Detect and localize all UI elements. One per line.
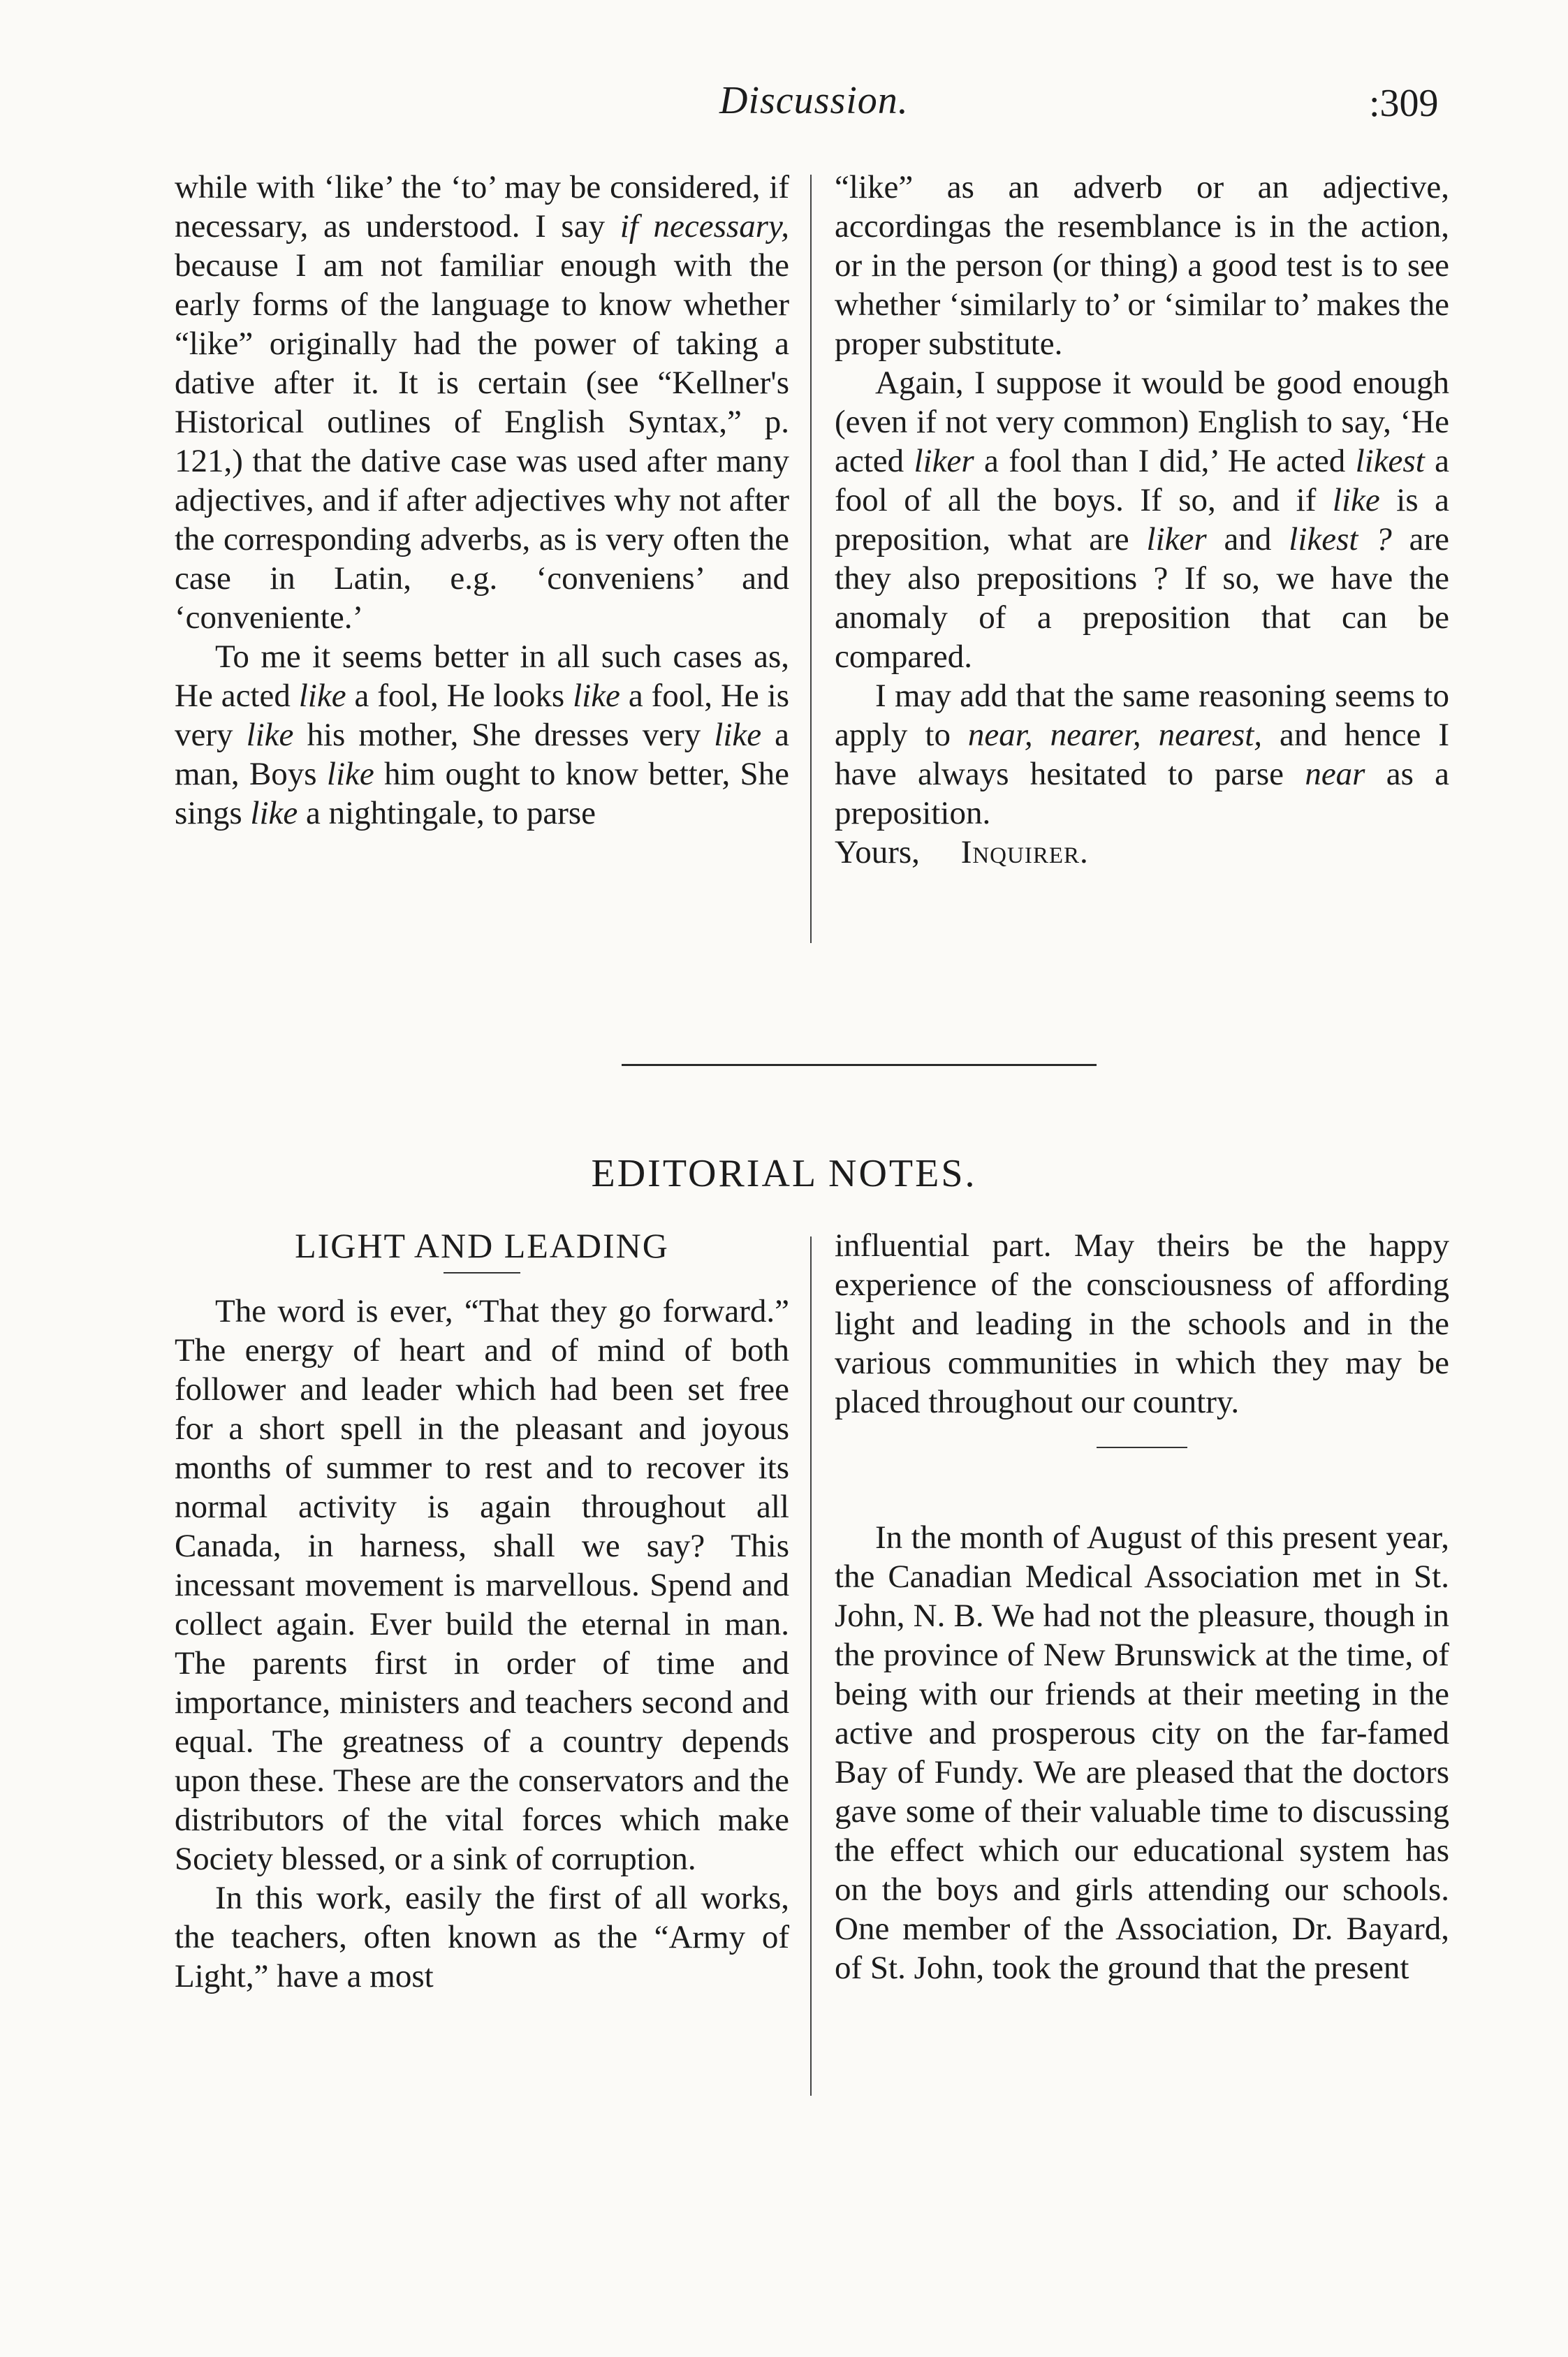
running-title: Discussion. <box>719 79 909 122</box>
editorial-right-column <box>835 1226 1449 1987</box>
emphasis: near <box>1305 756 1365 792</box>
text-run: I may add that the same reasoning seems to apply to <box>835 678 1449 753</box>
item-separator-rule <box>1097 1447 1187 1448</box>
text-run: while with ‘like’ the ‘to’ may be considered, if necessary, as understood. I say <box>175 169 789 245</box>
emphasis: if necessary, <box>620 208 789 245</box>
editorial-paragraph: influential part. May theirs be the happy experience of the consciousness of affording light and leading in the schools and in the various communities in which they may be placed throughout our country. <box>835 1227 1449 1420</box>
editorial-paragraph: The word is ever, “That they go forward.” The energy of heart and of mind of both follower and leader which had been set free for a short spell in the pleasant and joyous months of summer to rest and to recover its normal activity is again throughout all Canada, in harness, shall we say? This incessant movement is marvellous. Spend and collect again. Ever build the eternal in man. The parents first in order of time and importance, ministers and teachers second and equal. The greatness of a country depends upon these. These are the conservators and the distributors of the vital forces which make Society blessed, or a sink of corruption. <box>175 1293 789 1877</box>
emphasis: likest <box>1355 443 1425 479</box>
text-run: and hence I have always hesitated to parse <box>835 717 1450 792</box>
emphasis: like <box>298 678 346 714</box>
text-run: are they also prepositions ? If so, we have the anomaly of a preposition that can be compared. <box>835 521 1450 675</box>
letter-right-column <box>835 168 1449 872</box>
text-run: Again, I suppose it would be good enough (even if not very common) English to say, ‘He acted <box>835 365 1449 479</box>
text-run: a fool, He is very <box>175 678 789 753</box>
page-number: :309 <box>1369 82 1439 125</box>
signature-name: Inquirer. <box>960 834 1089 870</box>
article-heading: LIGHT AND LEADING <box>295 1226 669 1265</box>
text-run: To me it seems better in all such cases as, He acted <box>175 638 789 714</box>
text-run: a fool than I did,’ He acted <box>984 443 1346 479</box>
text-run: his mother, She dresses very <box>307 717 701 753</box>
signature <box>835 833 1449 872</box>
signature-closing: Yours, <box>835 834 920 870</box>
editorial-left-column <box>175 1226 789 1996</box>
emphasis: liker <box>1146 521 1207 557</box>
letter-paragraph <box>835 676 1449 833</box>
emphasis: like <box>573 678 620 714</box>
letter-paragraph: “like” as an adverb or an adjective, accordingas the resemblance is in the action, or in the person (or thing) a good test is to see whether ‘similarly to’ or ‘similar to’ makes the proper substitute. <box>835 169 1449 362</box>
emphasis: like <box>246 717 294 753</box>
letter-paragraph <box>835 363 1449 676</box>
text-run: as a preposition. <box>835 756 1450 831</box>
letter-paragraph <box>175 168 789 637</box>
text-run: a fool, He looks <box>354 678 565 714</box>
text-run: a nightingale, to parse <box>305 795 596 831</box>
heading-rule <box>444 1272 520 1274</box>
text-run: a fool of all the boys. If so, and if <box>835 443 1449 518</box>
text-run: is a preposition, what are <box>835 482 1450 557</box>
letter-left-column <box>175 168 789 833</box>
text-run: a man, Boys <box>175 717 790 792</box>
text-run: him ought to know better, She sings <box>175 756 790 831</box>
text-run: and <box>1224 521 1272 557</box>
emphasis: near, nearer, nearest, <box>967 717 1263 753</box>
editorial-paragraph: In this work, easily the first of all works, the teachers, often known as the “Army of Light,” have a most <box>175 1880 789 1994</box>
emphasis: like <box>714 717 762 753</box>
column-divider <box>810 1236 812 2096</box>
emphasis: likest ? <box>1289 521 1392 557</box>
column-divider <box>810 175 812 943</box>
section-divider <box>622 1064 1097 1066</box>
editorial-paragraph: In the month of August of this present year, the Canadian Medical Association met in St. John, N. B. We had not the pleasure, though in the province of New Brunswick at the time, of being with our friends at their meeting in the active and prosperous city on the far-famed Bay of Fundy. We are pleased that the doctors gave some of their valuable time to discussing the effect which our educational system has on the boys and girls attending our schools. One member of the Association, Dr. Bayard, of St. John, took the ground that the present <box>835 1519 1449 1986</box>
emphasis: like <box>326 756 374 792</box>
emphasis: liker <box>914 443 974 479</box>
running-head <box>0 78 1568 134</box>
letter-paragraph <box>175 637 789 833</box>
section-title: EDITORIAL NOTES. <box>591 1152 977 1195</box>
emphasis: like <box>1332 482 1380 518</box>
emphasis: like <box>250 795 298 831</box>
text-run: because I am not familiar enough with the early forms of the language to know whether “like” originally had the power of taking a dative after it. It is certain (see “Kellner's Historical outlines of English Syntax,” p. 121,) that the dative case was used after many adjectives, and if after adjectives why not after the corresponding adverbs, as is very often the case in Latin, e.g. ‘conveniens’ and ‘conveniente.’ <box>175 247 789 636</box>
